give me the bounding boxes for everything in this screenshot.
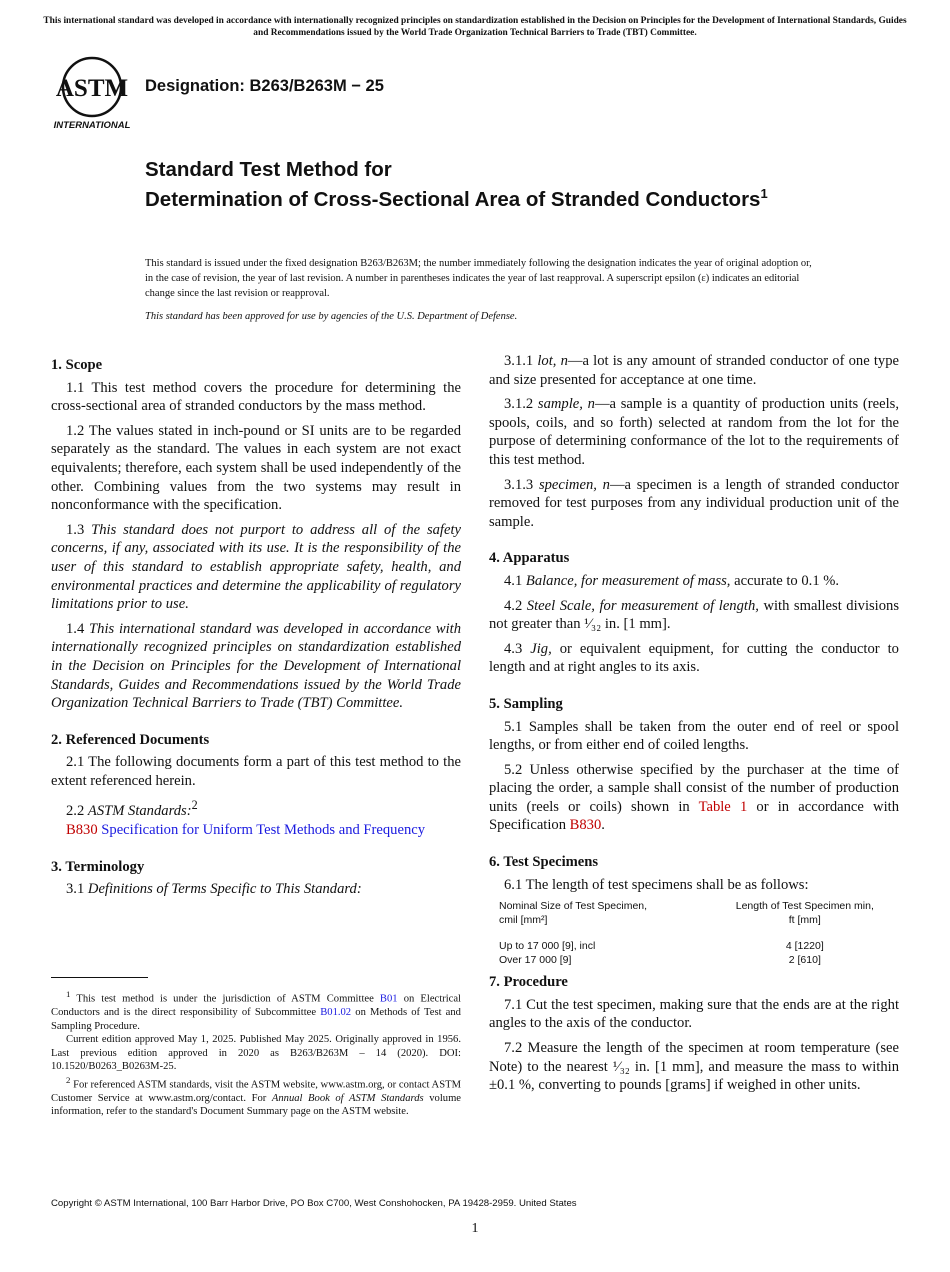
subcommittee-link[interactable]: B01.02 (320, 1007, 352, 1019)
reference-title-link[interactable]: Specification for Uniform Test Methods and Frequency (101, 821, 426, 838)
right-column (489, 352, 899, 1101)
footnote-2: $^2$ For referenced ASTM standards, visit the ASTM website, www.astm.org, or contact ASTM Customer Service at www.astm.org/contact. For Annual Book of ASTM Standards volume information, refer to the standard's Document Summary page on the ASTM website. (51, 1074, 462, 1118)
para-1-4: 1.4 This international standard was developed in accordance with internationally recognized principles on standardization established in the Decision on Principles for the Development of International Standards, Guides and Recommendations issued by the World Trade Organization Technical Barriers to Trade (TBT) Committee. (51, 620, 462, 712)
astm-logo (52, 56, 136, 132)
logo-org-text: INTERNATIONAL (53, 120, 131, 131)
section-1-heading: 1. Scope (51, 357, 103, 373)
top-notice: This international standard was developed in accordance with internationally recognized principles on standardization established in the Decision on Principles for the Development of International Standards, Guides and Recommendations issued by the World Trade Organization Technical Barriers to Trade (TBT) Committee. (43, 16, 907, 38)
title-line-2: Determination of Cross-Sectional Area of Stranded Conductors$^1$ (145, 186, 768, 211)
para-3-1-2: 3.1.2 sample, n—a sample is a quantity of production units (reels, spools, coils, and so forth) selected at random from the lot for the purpose of determining conformance of the lot to the requirements of this test method. (489, 396, 899, 468)
table-cell: Over 17 000 [9] (499, 953, 572, 966)
para-3-1-1: 3.1.1 lot, n—a lot is any amount of stranded conductor of one type and size presented for acceptance at one time. (489, 353, 899, 388)
table-cell: 2 [610] (788, 953, 821, 966)
page-number: 1 (471, 1221, 479, 1236)
table-header-length: Length of Test Specimen min, ft [mm] (735, 900, 874, 926)
para-2-1: 2.1 The following documents form a part of this test method to the extent referenced herein. (51, 754, 461, 789)
section-6-heading: 6. Test Specimens (489, 854, 599, 871)
para-4-1: 4.1 Balance, for measurement of mass, accurate to 0.1 %. (504, 572, 840, 589)
footnotes (51, 988, 461, 1119)
logo-mark-text: ASTM (55, 75, 129, 102)
title-line-1: Standard Test Method for (145, 158, 392, 181)
para-6-1: 6.1 The length of test specimens shall be as follows: (504, 876, 809, 893)
copyright: Copyright © ASTM International, 100 Barr Harbor Drive, PO Box C700, West Conshohocken, PA 19428-2959. United States (51, 1198, 577, 1209)
designation: Designation: B263/B263M − 25 (145, 77, 384, 95)
section-4-heading: 4. Apparatus (489, 550, 570, 567)
left-column (51, 352, 461, 905)
table-cell: Up to 17 000 [9], incl (499, 940, 596, 953)
table-header (489, 900, 899, 927)
title-footnote-ref[interactable]: 1 (760, 186, 768, 201)
astm-logo-icon (52, 56, 136, 132)
para-7-2: 7.2 Measure the length of the specimen at room temperature (see Note) to the nearest ¹⁄₃₂ in. [1 mm], and measure the mass to within ±0.1 %, converting to pounds [grams] if weighed in other units. (489, 1040, 899, 1094)
table-row (489, 954, 899, 968)
b830-link[interactable]: B830 (569, 817, 602, 834)
para-2-2: 2.2 ASTM Standards:$^2$ (66, 798, 198, 820)
para-1-2: 1.2 The values stated in inch-pound or SI units are to be regarded separately as the standard. The values in each system are not exact equivalents; therefore, each system shall be used independently of the other. Combining values from the two systems may result in nonconformance with the specification. (51, 422, 461, 514)
reference-code-link[interactable]: B830 (66, 821, 98, 838)
footnote-1: $^1$ This test method is under the jurisdiction of ASTM Committee B01 on Electrical Conductors and is the direct responsibility of Subcommittee B01.02 on Methods of Test and Sampling Procedure. (51, 989, 462, 1032)
footnote-divider (51, 977, 148, 978)
specimen-length-table (489, 900, 899, 967)
reference-b830[interactable] (51, 821, 461, 840)
table-row (489, 940, 899, 954)
para-1-3: 1.3 This standard does not purport to address all of the safety concerns, if any, associated with its use. It is the responsibility of the user of this standard to establish appropriate safety, health, and environmental practices and determine the applicability of regulatory limitations prior to use. (51, 521, 461, 613)
issue-note: This standard is issued under the fixed designation B263/B263M; the number immediately following the designation indicates the year of original adoption or, in the case of revision, the year of last revision. A number in parentheses indicates the year of last reapproval. A superscript epsilon (ε) indicates an editorial change since the last revision or reapproval. (145, 258, 812, 299)
section-7-heading: 7. Procedure (489, 974, 568, 991)
para-5-1: 5.1 Samples shall be taken from the outer end of reel or spool lengths, or from either end of coiled lengths. (489, 718, 899, 754)
section-5-heading: 5. Sampling (489, 695, 563, 712)
para-5-2: 5.2 Unless otherwise specified by the purchaser at the time of placing the order, a sample shall consist of the number of production units (reels or coils) shown in Table 1 or in accordance with Specification B830. (489, 761, 899, 834)
para-3-1: 3.1 Definitions of Terms Specific to This Standard: (66, 881, 362, 898)
section-2-heading: 2. Referenced Documents (51, 731, 210, 748)
para-4-3: 4.3 Jig, or equivalent equipment, for cutting the conductor to length and at right angles to its axis. (489, 640, 899, 676)
table-cell: 4 [1220] (785, 940, 824, 953)
para-1-1: 1.1 This test method covers the procedure for determining the cross-sectional area of stranded conductors by the mass method. (51, 379, 461, 415)
dod-note: This standard has been approved for use by agencies of the U.S. Department of Defense. (145, 311, 518, 322)
table-header-size: Nominal Size of Test Specimen, cmil [mm²] (499, 900, 648, 926)
section-3-heading: 3. Terminology (51, 858, 145, 875)
para-3-1-3: 3.1.3 specimen, n—a specimen is a length of stranded conductor removed for test purposes from any individual production unit of the sample. (489, 476, 899, 530)
edition-note: Current edition approved May 1, 2025. Published May 2025. Originally approved in 1956. Last previous edition approved in 2020 as B263/B263M – 14 (2020). DOI: 10.1520/B0263_B0263M-25. (51, 1034, 461, 1073)
para-4-2: 4.2 Steel Scale, for measurement of length, with smallest divisions not greater than ¹⁄₃₂ in. [1 mm]. (489, 597, 899, 633)
table-1-link[interactable]: Table 1 (698, 798, 748, 815)
committee-link[interactable]: B01 (379, 993, 398, 1005)
para-7-1: 7.1 Cut the test specimen, making sure that the ends are at the right angles to the axis of the conductor. (489, 996, 899, 1032)
document-title (145, 158, 865, 212)
